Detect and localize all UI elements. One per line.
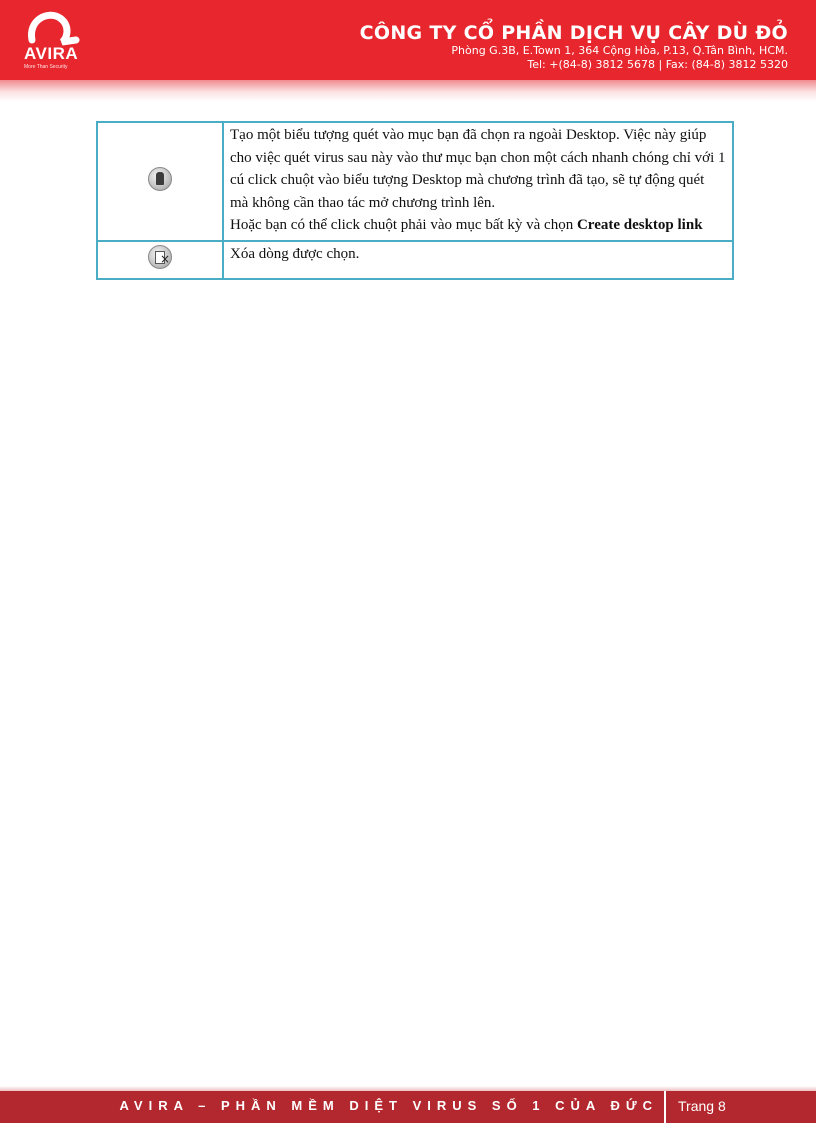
company-block — [360, 22, 788, 72]
create-desktop-link-term: Create desktop link — [576, 217, 703, 233]
footer-slogan: AVIRA – PHẦN MỀM DIỆT VIRUS SỐ 1 CỦA ĐỨC — [119, 1098, 658, 1113]
table-row — [97, 122, 733, 241]
logo-tagline: More Than Security — [24, 64, 68, 70]
company-address: Phòng G.3B, E.Town 1, 364 Cộng Hòa, P.13, Q.Tân Bình, HCM. — [451, 44, 788, 57]
logo-text: AVIRA — [24, 44, 79, 63]
row-description-extra: Hoặc bạn có thể click chuột phải vào mục bất kỳ và chọn — [230, 217, 577, 233]
page-footer — [0, 1091, 816, 1123]
table-row — [97, 241, 733, 279]
row-description: Xóa dòng được chọn. — [230, 245, 360, 262]
company-name: CÔNG TY CỔ PHẦN DỊCH VỤ CÂY DÙ ĐỎ — [359, 22, 788, 44]
page-number: Trang 8 — [678, 1098, 726, 1114]
description-cell — [223, 122, 733, 241]
delete-row-icon — [148, 245, 172, 269]
company-contact: Tel: +(84-8) 3812 5678 | Fax: (84-8) 3812 5320 — [527, 58, 788, 71]
description-cell — [223, 241, 733, 279]
row-description: Tạo một biểu tượng quét vào mục bạn đã chọn ra ngoài Desktop. Việc này giúp cho việc quét virus sau này vào thư mục bạn chon một cách nhanh chóng chỉ với 1 cú click chuột vào biểu tượng Desktop mà chương trình đã tạo, sẽ tự động quét mà không cần thao tác mở chương trình lên. — [230, 127, 726, 211]
header-fade — [0, 80, 816, 102]
feature-table — [96, 121, 734, 280]
icon-cell — [97, 241, 223, 279]
footer-divider — [664, 1091, 666, 1123]
desktop-shortcut-icon — [148, 167, 172, 191]
icon-cell — [97, 122, 223, 241]
